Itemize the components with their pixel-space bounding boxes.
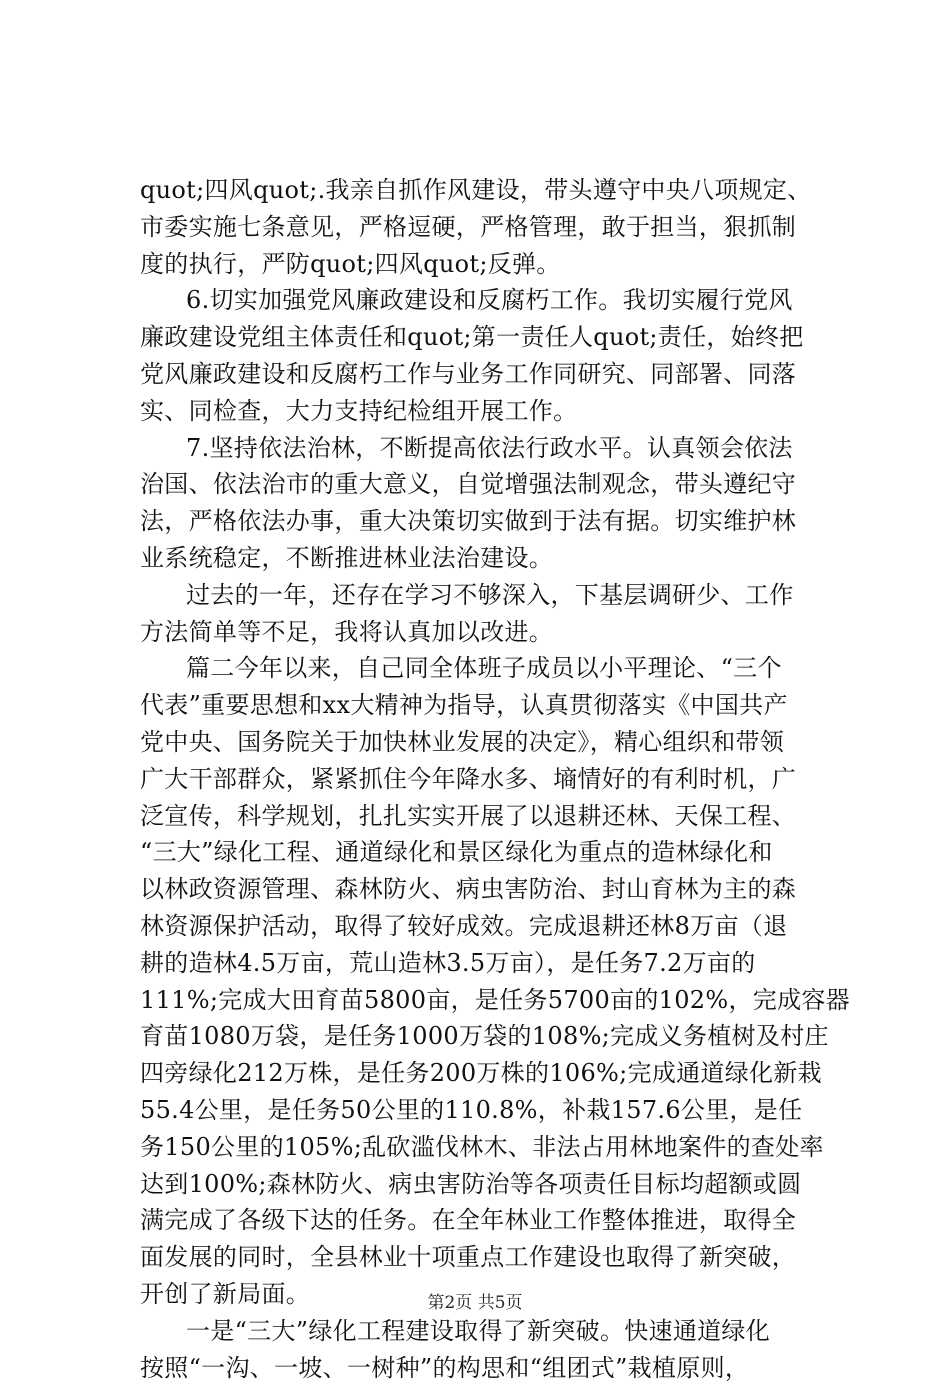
text-line: 法，严格依法办事，重大决策切实做到于法有据。切实维护林 xyxy=(140,503,840,540)
text-line: 务150公里的105%;乱砍滥伐林木、非法占用林地案件的查处率 xyxy=(140,1129,840,1166)
text-line: 四旁绿化212万株，是任务200万株的106%;完成通道绿化新栽 xyxy=(140,1055,840,1092)
text-line: 55.4公里，是任务50公里的110.8%，补栽157.6公里，是任 xyxy=(140,1092,840,1129)
text-line: 实、同检查，大力支持纪检组开展工作。 xyxy=(140,393,840,430)
text-line: 满完成了各级下达的任务。在全年林业工作整体推进，取得全 xyxy=(140,1202,840,1239)
text-line: 以林政资源管理、森林防火、病虫害防治、封山育林为主的森 xyxy=(140,871,840,908)
text-line: 代表”重要思想和xx大精神为指导，认真贯彻落实《中国共产 xyxy=(140,687,840,724)
text-line: 111%;完成大田育苗5800亩，是任务5700亩的102%，完成容器 xyxy=(140,982,840,1019)
text-line: quot;四风quot;.我亲自抓作风建设，带头遵守中央八项规定、 xyxy=(140,172,840,209)
text-line: 泛宣传，科学规划，扎扎实实开展了以退耕还林、天保工程、 xyxy=(140,798,840,835)
text-line: 市委实施七条意见，严格逗硬，严格管理，敢于担当，狠抓制 xyxy=(140,209,840,246)
text-line: 广大干部群众，紧紧抓住今年降水多、墒情好的有利时机，广 xyxy=(140,761,840,798)
page-footer: 第2页 共5页 xyxy=(0,1288,950,1313)
text-line: 按照“一沟、一坡、一树种”的构思和“组团式”栽植原则， xyxy=(140,1350,840,1386)
text-line: 育苗1080万袋，是任务1000万袋的108%;完成义务植树及村庄 xyxy=(140,1018,840,1055)
text-line: 业系统稳定，不断推进林业法治建设。 xyxy=(140,540,840,577)
text-line: 面发展的同时，全县林业十项重点工作建设也取得了新突破， xyxy=(140,1239,840,1276)
text-line: 林资源保护活动，取得了较好成效。完成退耕还林8万亩（退 xyxy=(140,908,840,945)
text-line: 廉政建设党组主体责任和quot;第一责任人quot;责任，始终把 xyxy=(140,319,840,356)
text-line: 篇二今年以来，自己同全体班子成员以小平理论、“三个 xyxy=(140,650,840,687)
text-line: 7.坚持依法治林，不断提高依法行政水平。认真领会依法 xyxy=(140,430,840,467)
text-line: 过去的一年，还存在学习不够深入，下基层调研少、工作 xyxy=(140,577,840,614)
text-line: 一是“三大”绿化工程建设取得了新突破。快速通道绿化 xyxy=(140,1313,840,1350)
text-line: “三大”绿化工程、通道绿化和景区绿化为重点的造林绿化和 xyxy=(140,834,840,871)
text-line: 6.切实加强党风廉政建设和反腐朽工作。我切实履行党风 xyxy=(140,282,840,319)
text-line: 方法简单等不足，我将认真加以改进。 xyxy=(140,614,840,651)
document-body xyxy=(140,172,840,1386)
text-line: 党风廉政建设和反腐朽工作与业务工作同研究、同部署、同落 xyxy=(140,356,840,393)
text-line: 党中央、国务院关于加快林业发展的决定》，精心组织和带领 xyxy=(140,724,840,761)
text-line: 达到100%;森林防火、病虫害防治等各项责任目标均超额或圆 xyxy=(140,1166,840,1203)
text-line: 度的执行，严防quot;四风quot;反弹。 xyxy=(140,246,840,283)
text-line: 治国、依法治市的重大意义，自觉增强法制观念，带头遵纪守 xyxy=(140,466,840,503)
text-line: 耕的造林4.5万亩，荒山造林3.5万亩），是任务7.2万亩的 xyxy=(140,945,840,982)
text-line: 开创了新局面。 xyxy=(140,1276,840,1313)
